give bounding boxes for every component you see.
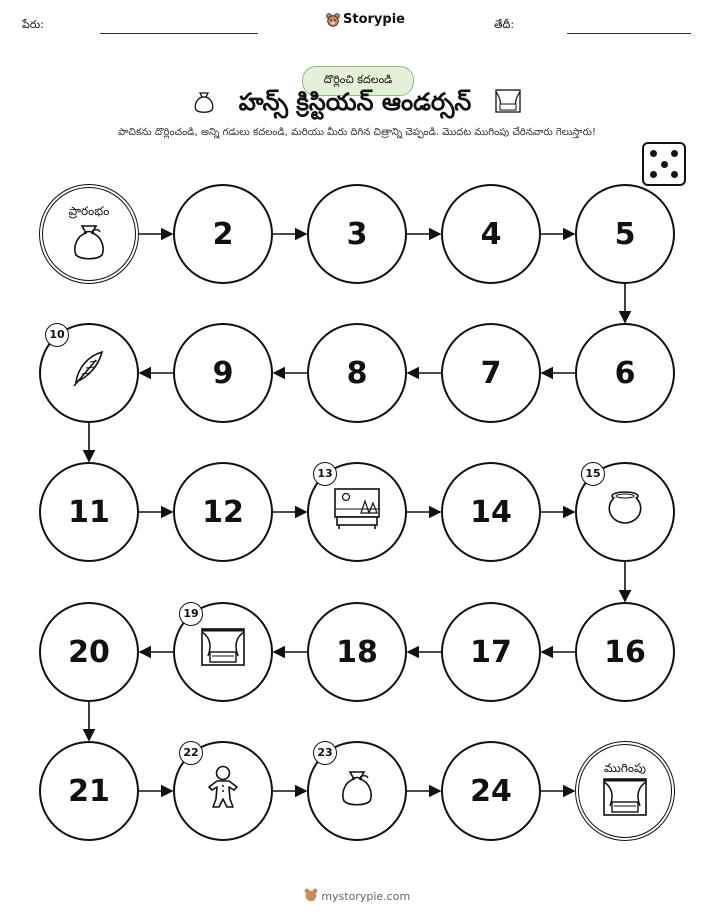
footer-url: mystorypie.com (321, 890, 411, 903)
space-number: 18 (336, 634, 378, 670)
board-space[interactable] (39, 323, 139, 423)
space-number: 24 (470, 773, 512, 809)
board-space[interactable] (441, 184, 541, 284)
space-number: 2 (212, 216, 234, 252)
board-space[interactable] (441, 462, 541, 562)
space-number-badge: 10 (45, 323, 69, 347)
space-number: 7 (480, 355, 502, 391)
space-number: 9 (212, 355, 234, 391)
finish-label: ముగింపు (604, 761, 646, 775)
board-space[interactable] (173, 323, 273, 423)
footer (0, 888, 714, 903)
board-space[interactable] (307, 741, 407, 841)
board-space[interactable] (39, 602, 139, 702)
sack-icon (335, 765, 379, 817)
board-space[interactable] (575, 184, 675, 284)
board-space[interactable] (441, 741, 541, 841)
board-space[interactable] (173, 602, 273, 702)
board-space[interactable] (441, 323, 541, 423)
feather-icon (66, 346, 112, 400)
sack-icon (67, 219, 111, 271)
board-space[interactable] (173, 184, 273, 284)
space-number: 3 (346, 216, 368, 252)
instruction-badge: దొర్లించి కదలండి (302, 66, 414, 96)
board-space[interactable] (307, 184, 407, 284)
space-number: 12 (202, 494, 244, 530)
board-space[interactable] (39, 462, 139, 562)
space-number-badge: 13 (313, 462, 337, 486)
landscape-bed-icon (331, 485, 383, 539)
finish-space[interactable] (575, 741, 675, 841)
start-space[interactable] (39, 184, 139, 284)
window-curtains-icon (198, 626, 248, 678)
space-number-badge: 22 (179, 741, 203, 765)
space-number: 21 (68, 773, 110, 809)
board-space[interactable] (307, 323, 407, 423)
instructions-text: పాచికను దొర్లించండి, అన్ని గడులు కదలండి, మరియు మీరు దిగిన చిత్రాన్ని చెప్పండి. మొదట ముగింపు చేరినవారు గెలుస్తారు! (117, 127, 597, 138)
space-number: 16 (604, 634, 646, 670)
space-number: 17 (470, 634, 512, 670)
bear-logo-icon (304, 888, 318, 902)
date-label: తేదీ: (494, 18, 515, 31)
space-number: 11 (68, 494, 110, 530)
space-number: 14 (470, 494, 512, 530)
board-space[interactable] (441, 602, 541, 702)
board-space[interactable] (307, 602, 407, 702)
board-space[interactable] (173, 741, 273, 841)
window-curtains-icon (600, 776, 650, 828)
board-space[interactable] (173, 462, 273, 562)
gingerbread-icon (203, 764, 243, 818)
pot-icon (603, 488, 647, 536)
space-number: 6 (614, 355, 636, 391)
space-number: 4 (480, 216, 502, 252)
brand-name: Storypie (343, 12, 405, 27)
board-space[interactable] (307, 462, 407, 562)
space-number-badge: 15 (581, 462, 605, 486)
space-number-badge: 23 (313, 741, 337, 765)
board-space[interactable] (39, 741, 139, 841)
space-number: 5 (614, 216, 636, 252)
start-label: ప్రారంభం (68, 204, 110, 218)
space-number: 20 (68, 634, 110, 670)
name-label: పేరు: (22, 18, 44, 31)
board-space[interactable] (575, 323, 675, 423)
board-space[interactable] (575, 462, 675, 562)
title-text: హన్స్ క్రిస్టియన్ ఆండర్సన్ (238, 88, 472, 116)
board-space[interactable] (575, 602, 675, 702)
space-number-badge: 19 (179, 602, 203, 626)
space-number: 8 (346, 355, 368, 391)
